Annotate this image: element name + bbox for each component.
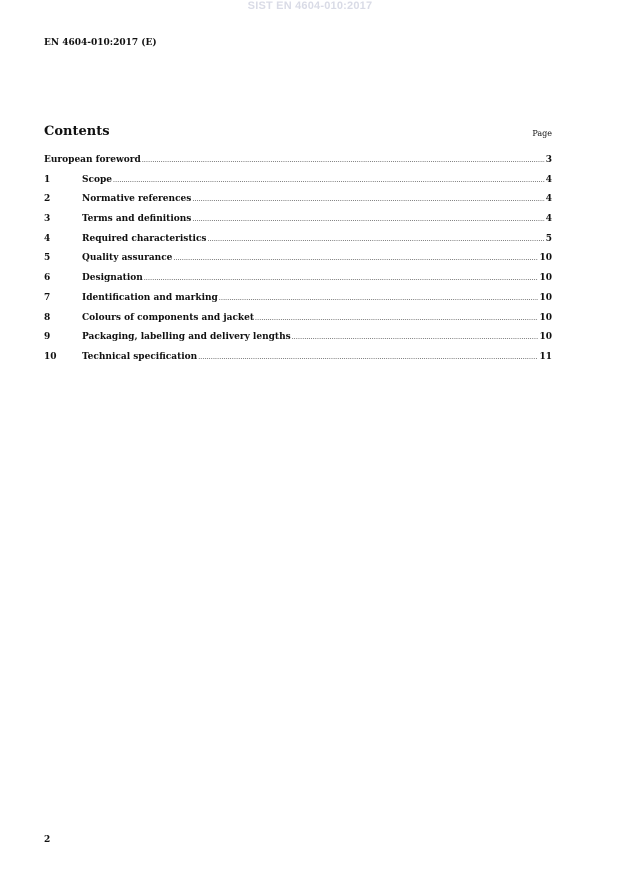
toc-entry-page: 4	[545, 174, 552, 185]
toc-entry-identification-and-marking[interactable]	[44, 293, 552, 313]
watermark: SIST EN 4604-010:2017	[247, 0, 373, 12]
toc-entry-number: 6	[44, 273, 51, 284]
toc-entry-number: 4	[44, 233, 51, 244]
toc-entry-page: 10	[539, 253, 552, 264]
toc-entry-title: European foreword	[44, 155, 141, 165]
toc-entry-title: Technical specification	[82, 351, 198, 362]
page-number: 2	[44, 835, 51, 845]
toc-entry-page: 3	[545, 155, 552, 165]
toc-entry-colours-of-components[interactable]	[44, 313, 552, 333]
toc-dot-leader	[173, 256, 538, 262]
toc-dot-leader	[192, 217, 544, 223]
document-identifier: EN 4604-010:2017 (E)	[44, 38, 157, 48]
toc-entry-page: 10	[539, 332, 552, 343]
toc-entry-page: 5	[545, 233, 552, 244]
toc-entry-quality-assurance[interactable]	[44, 253, 552, 273]
toc-dot-leader	[142, 158, 545, 164]
toc-dot-leader	[192, 197, 544, 203]
toc-entry-page: 11	[539, 351, 552, 362]
toc-entry-number: 2	[44, 194, 51, 205]
toc-entry-normative-references[interactable]	[44, 194, 552, 214]
toc-dot-leader	[144, 276, 539, 282]
toc-entry-title: Terms and definitions	[82, 214, 192, 225]
toc-entry-number: 10	[44, 351, 57, 362]
toc-entry-number: 9	[44, 332, 51, 343]
page-column-label: Page	[532, 129, 552, 138]
toc-entry-page: 4	[545, 214, 552, 225]
toc-entry-title: Identification and marking	[82, 292, 218, 303]
toc-dot-leader	[208, 237, 545, 243]
toc-entry-title: Scope	[82, 174, 113, 185]
toc-entry-title: Normative references	[82, 194, 192, 205]
toc-entry-number: 7	[44, 292, 51, 303]
contents-heading: Contents	[44, 124, 110, 139]
toc-dot-leader	[255, 316, 538, 322]
toc-entry-scope[interactable]	[44, 175, 552, 195]
toc-entry-number: 8	[44, 312, 51, 323]
toc-entry-european-foreword[interactable]	[44, 155, 552, 175]
toc-dot-leader	[198, 355, 538, 361]
toc-entry-title: Colours of components and jacket	[82, 312, 255, 323]
toc-dot-leader	[292, 335, 539, 341]
toc-entry-title: Packaging, labelling and delivery lengths	[82, 332, 291, 343]
toc-entry-title: Required characteristics	[82, 233, 207, 244]
toc-entry-page: 10	[539, 292, 552, 303]
toc-entry-title: Quality assurance	[82, 253, 173, 264]
toc-entry-number: 5	[44, 253, 51, 264]
toc-entry-technical-specification[interactable]	[44, 352, 552, 372]
toc-entry-page: 10	[539, 312, 552, 323]
toc-entry-required-characteristics[interactable]	[44, 234, 552, 254]
toc-entry-designation[interactable]	[44, 273, 552, 293]
toc-entry-page: 10	[539, 273, 552, 284]
toc-dot-leader	[219, 296, 539, 302]
toc-dot-leader	[113, 178, 545, 184]
toc-entry-packaging-labelling[interactable]	[44, 332, 552, 352]
table-of-contents	[44, 155, 552, 372]
toc-entry-number: 3	[44, 214, 51, 225]
toc-entry-terms-and-definitions[interactable]	[44, 214, 552, 234]
toc-entry-number: 1	[44, 174, 51, 185]
toc-entry-title: Designation	[82, 273, 143, 284]
toc-entry-page: 4	[545, 194, 552, 205]
